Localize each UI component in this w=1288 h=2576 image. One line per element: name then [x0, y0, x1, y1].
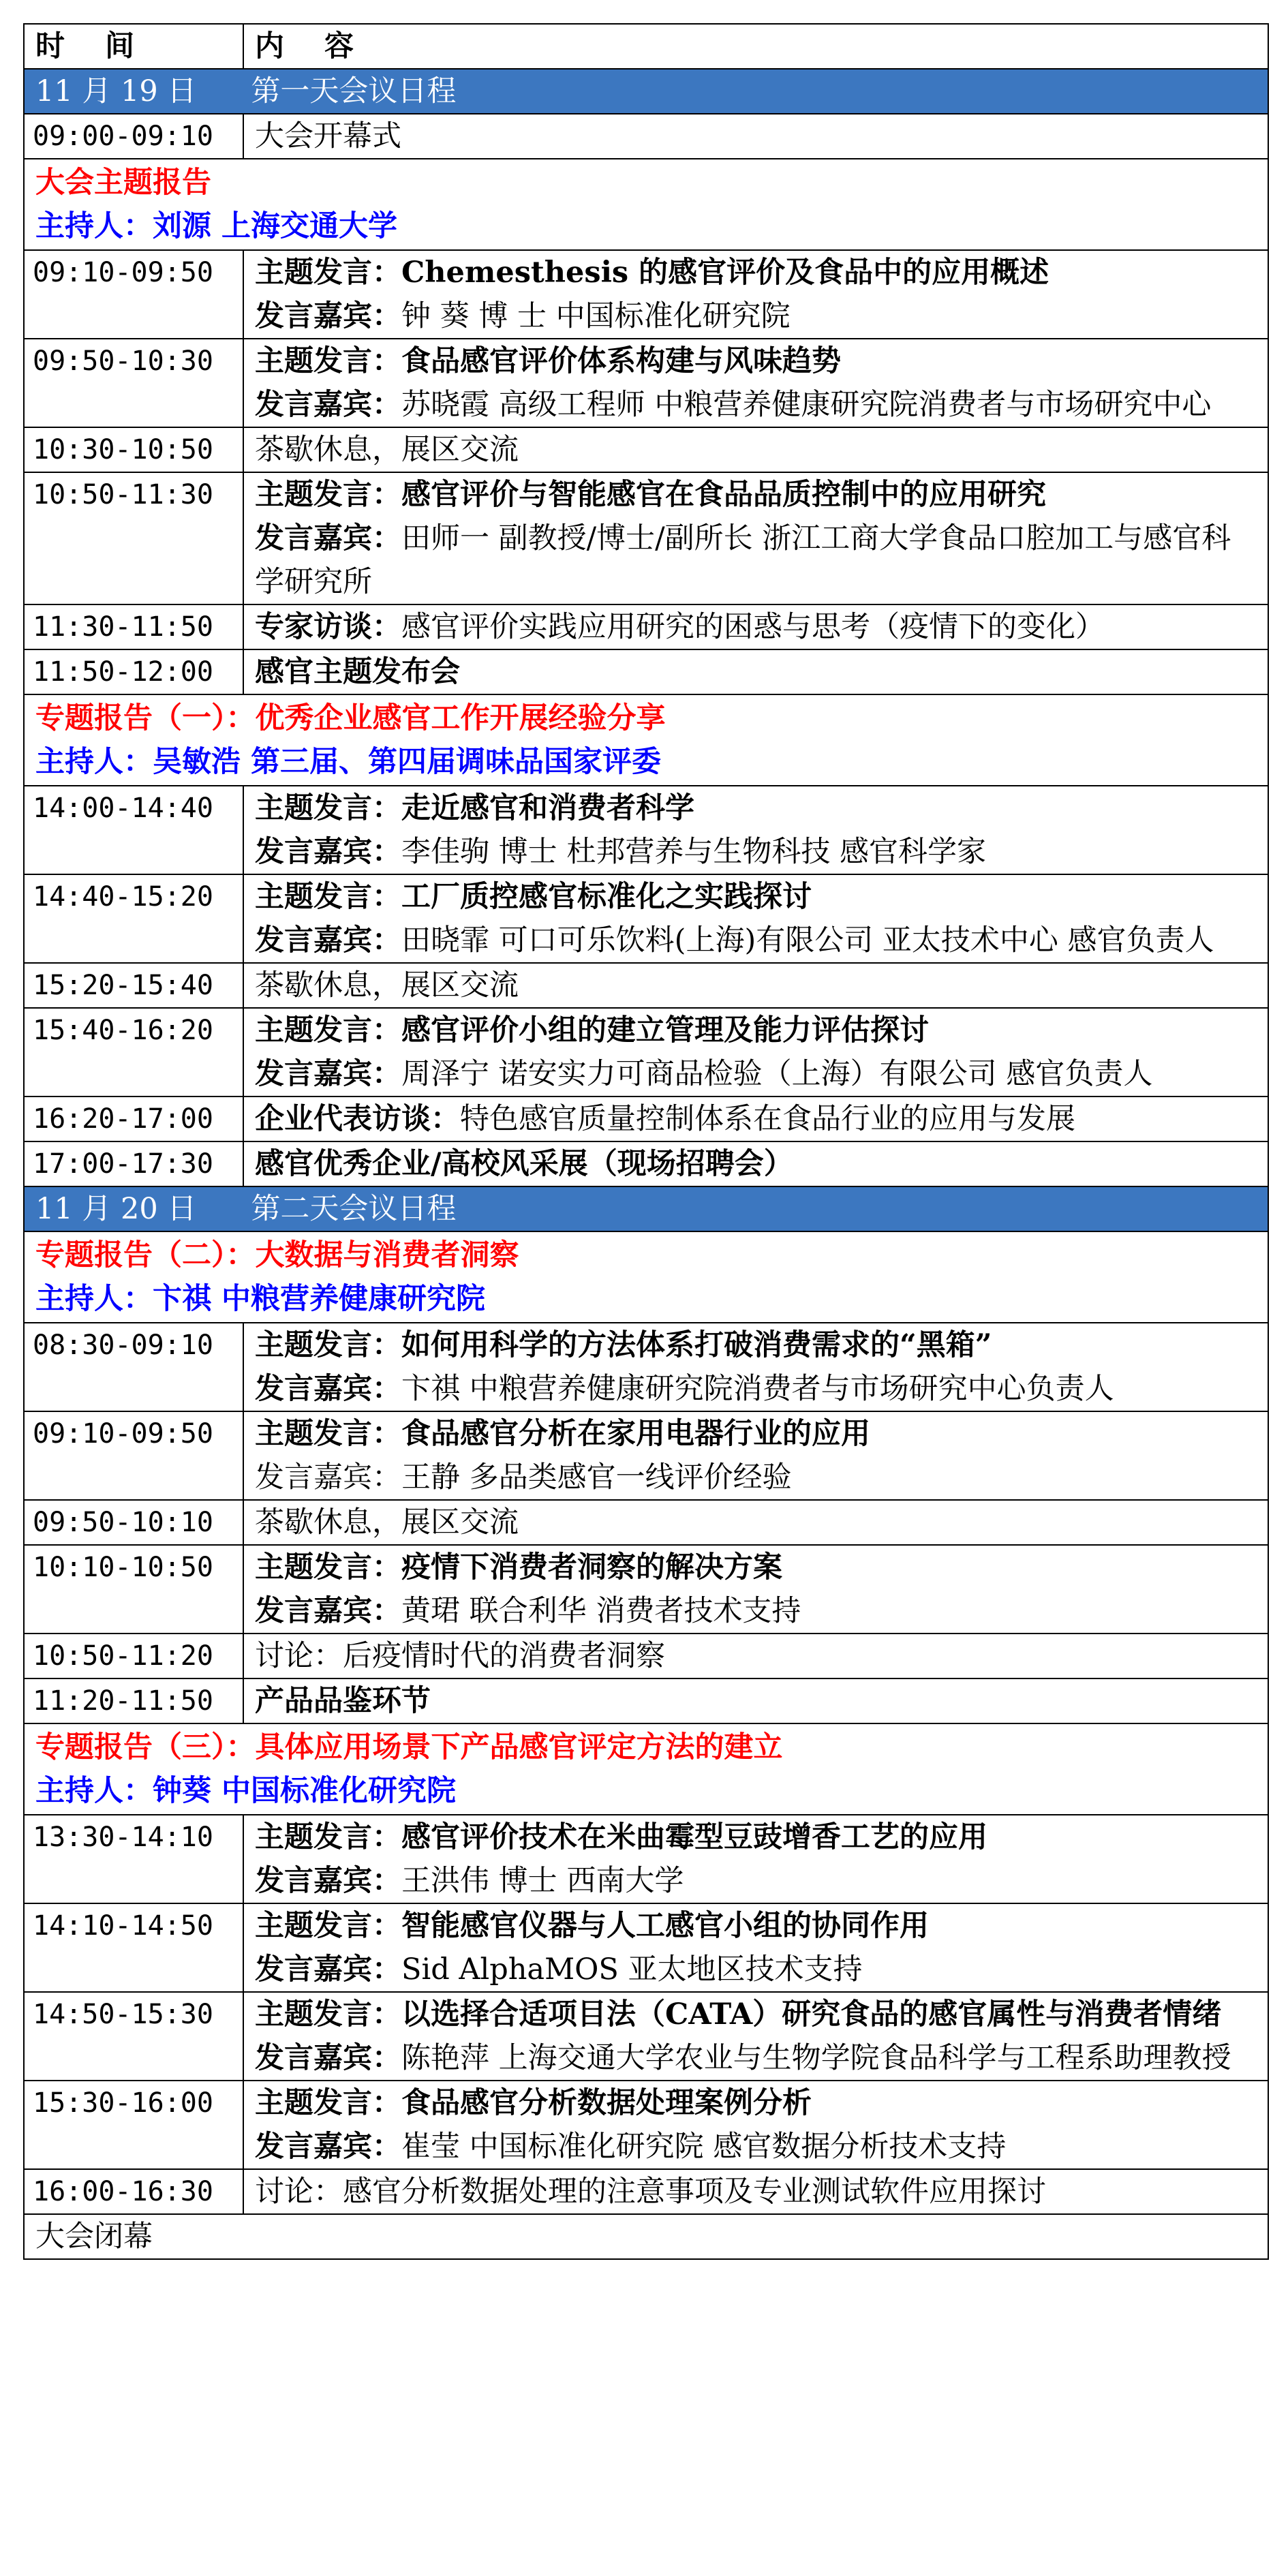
item-label: 讨论： [255, 2175, 343, 2209]
item-label: 讨论： [255, 1639, 343, 1673]
table-row [24, 1903, 1268, 1992]
speaker-label: 发言嘉宾： [255, 1057, 401, 1091]
speaker-label: 发言嘉宾： [255, 1372, 401, 1406]
time-cell: 09:50-10:10 [24, 1500, 243, 1545]
time-cell: 16:00-16:30 [24, 2169, 243, 2214]
time-cell: 15:20-15:40 [24, 963, 243, 1008]
speaker-text: 钟 葵 博 士 中国标准化研究院 [401, 299, 791, 333]
time-cell: 14:40-15:20 [24, 874, 243, 963]
speaker-text: 田晓霏 可口可乐饮料(上海)有限公司 亚太技术中心 感官负责人 [401, 923, 1214, 957]
content-cell: 感官主题发布会 [243, 649, 1268, 694]
table-row [24, 1097, 1268, 1141]
closing-cell: 大会闭幕 [24, 2214, 1268, 2259]
speaker-text: 王静 多品类感官一线评价经验 [401, 1460, 792, 1494]
topic-text: 如何用科学的方法体系打破消费需求的“黑箱” [401, 1328, 992, 1362]
content-cell: 茶歇休息，展区交流 [243, 427, 1268, 472]
day-title: 第一天会议日程 [251, 74, 457, 108]
table-row [24, 1634, 1268, 1678]
content-cell [243, 604, 1268, 649]
table-row [24, 114, 1268, 159]
day-row [24, 1186, 1268, 1231]
speaker-label: 发言嘉宾： [255, 521, 401, 555]
time-cell: 14:00-14:40 [24, 786, 243, 874]
speaker-text: Sid AlphaMOS 亚太地区技术支持 [401, 1952, 863, 1987]
time-cell: 14:50-15:30 [24, 1992, 243, 2081]
table-row [24, 1141, 1268, 1186]
speaker-label: 发言嘉宾： [255, 1864, 401, 1898]
table-row [24, 1008, 1268, 1097]
table-row [24, 786, 1268, 874]
topic-text: 以选择合适项目法（CATA）研究食品的感官属性与消费者情绪 [401, 1997, 1222, 2031]
content-cell [243, 1323, 1268, 1411]
section-row [24, 1723, 1268, 1815]
topic-text: 感官评价与智能感官在食品品质控制中的应用研究 [401, 478, 1046, 512]
content-cell [243, 2081, 1268, 2169]
speaker-label: 发言嘉宾： [255, 388, 401, 422]
table-row [24, 1411, 1268, 1500]
content-cell [243, 1815, 1268, 1903]
content-cell [243, 786, 1268, 874]
speaker-text: 田师一 副教授/博士/副所长 浙江工商大学食品口腔加工与感官科学研究所 [255, 521, 1231, 599]
speaker-text: 李佳驹 博士 杜邦营养与生物科技 感官科学家 [401, 835, 987, 869]
time-cell: 10:50-11:20 [24, 1634, 243, 1678]
speaker-label: 发言嘉宾： [255, 1594, 401, 1628]
topic-label: 主题发言： [255, 478, 401, 512]
agenda-table [23, 23, 1269, 2260]
speaker-text: 苏晓霞 高级工程师 中粮营养健康研究院消费者与市场研究中心 [401, 388, 1212, 422]
time-cell: 11:50-12:00 [24, 649, 243, 694]
topic-label: 主题发言： [255, 344, 401, 378]
agenda-sheet [23, 23, 1268, 2260]
content-cell [243, 2169, 1268, 2214]
item-label: 企业代表访谈： [255, 1102, 460, 1136]
table-row [24, 339, 1268, 427]
time-cell: 15:30-16:00 [24, 2081, 243, 2169]
section-row [24, 1231, 1268, 1323]
day-date: 11 月 19 日 [35, 74, 197, 108]
topic-label: 主题发言： [255, 1909, 401, 1943]
time-cell: 10:10-10:50 [24, 1545, 243, 1634]
time-cell: 08:30-09:10 [24, 1323, 243, 1411]
day-row [24, 69, 1268, 114]
time-cell: 15:40-16:20 [24, 1008, 243, 1097]
topic-text: 食品感官评价体系构建与风味趋势 [401, 344, 841, 378]
time-cell: 16:20-17:00 [24, 1097, 243, 1141]
time-cell: 09:10-09:50 [24, 1411, 243, 1500]
time-cell: 10:50-11:30 [24, 472, 243, 604]
speaker-label: 发言嘉宾： [255, 923, 401, 957]
section-row [24, 694, 1268, 786]
topic-text: 工厂质控感官标准化之实践探讨 [401, 880, 812, 914]
speaker-text: 崔莹 中国标准化研究院 感官数据分析技术支持 [401, 2130, 1007, 2164]
time-cell: 11:20-11:50 [24, 1678, 243, 1723]
content-cell [243, 1411, 1268, 1500]
topic-label: 主题发言： [255, 880, 401, 914]
table-row [24, 1815, 1268, 1903]
table-row [24, 2169, 1268, 2214]
speaker-text: 王洪伟 博士 西南大学 [401, 1864, 684, 1898]
section-host: 主持人：吴敏浩 第三届、第四届调味品国家评委 [35, 745, 661, 779]
item-text: 后疫情时代的消费者洞察 [343, 1639, 665, 1673]
table-row [24, 1545, 1268, 1634]
time-cell: 13:30-14:10 [24, 1815, 243, 1903]
speaker-label: 发言嘉宾： [255, 2041, 401, 2075]
content-cell [243, 1634, 1268, 1678]
item-text: 感官分析数据处理的注意事项及专业测试软件应用探讨 [343, 2175, 1046, 2209]
table-row [24, 1678, 1268, 1723]
topic-text: 食品感官分析在家用电器行业的应用 [401, 1417, 870, 1451]
topic-label: 主题发言： [255, 1820, 401, 1854]
table-row [24, 1992, 1268, 2081]
topic-label: 主题发言： [255, 1997, 401, 2031]
time-cell: 09:50-10:30 [24, 339, 243, 427]
table-row [24, 1500, 1268, 1545]
speaker-label: 发言嘉宾： [255, 2130, 401, 2164]
topic-text: 感官评价小组的建立管理及能力评估探讨 [401, 1013, 929, 1047]
header-content: 内 容 [243, 24, 1268, 69]
table-row [24, 963, 1268, 1008]
table-row [24, 649, 1268, 694]
topic-text: Chemesthesis 的感官评价及食品中的应用概述 [401, 256, 1049, 290]
topic-label: 主题发言： [255, 1013, 401, 1047]
table-row [24, 1323, 1268, 1411]
table-header-row [24, 24, 1268, 69]
topic-text: 食品感官分析数据处理案例分析 [401, 2086, 812, 2120]
topic-text: 感官评价技术在米曲霉型豆豉增香工艺的应用 [401, 1820, 987, 1854]
topic-label: 主题发言： [255, 791, 401, 825]
content-cell: 大会开幕式 [243, 114, 1268, 159]
content-cell [243, 1008, 1268, 1097]
speaker-text: 卞祺 中粮营养健康研究院消费者与市场研究中心负责人 [401, 1372, 1114, 1406]
content-cell: 感官优秀企业/高校风采展（现场招聘会） [243, 1141, 1268, 1186]
section-title: 专题报告（一）：优秀企业感官工作开展经验分享 [35, 701, 666, 735]
topic-label: 主题发言： [255, 256, 401, 290]
section-title: 专题报告（二）：大数据与消费者洞察 [35, 1238, 519, 1272]
speaker-label: 发言嘉宾： [255, 1460, 401, 1494]
item-text: 感官评价实践应用研究的困惑与思考（疫情下的变化） [401, 610, 1105, 644]
content-cell [243, 1992, 1268, 2081]
section-title: 大会主题报告 [35, 166, 211, 200]
time-cell: 11:30-11:50 [24, 604, 243, 649]
section-title: 专题报告（三）：具体应用场景下产品感官评定方法的建立 [35, 1730, 783, 1764]
time-cell: 09:00-09:10 [24, 114, 243, 159]
section-host: 主持人：钟葵 中国标准化研究院 [35, 1774, 456, 1808]
content-cell [243, 874, 1268, 963]
table-row [24, 472, 1268, 604]
item-text: 特色感官质量控制体系在食品行业的应用与发展 [460, 1102, 1075, 1136]
day-title: 第二天会议日程 [251, 1192, 457, 1226]
topic-text: 疫情下消费者洞察的解决方案 [401, 1550, 782, 1584]
header-time: 时 间 [24, 24, 243, 69]
speaker-label: 发言嘉宾： [255, 1952, 401, 1987]
content-cell [243, 1097, 1268, 1141]
content-cell [243, 250, 1268, 339]
section-host: 主持人：刘源 上海交通大学 [35, 209, 397, 243]
content-cell [243, 339, 1268, 427]
topic-label: 主题发言： [255, 1550, 401, 1584]
content-cell [243, 472, 1268, 604]
content-cell: 产品品鉴环节 [243, 1678, 1268, 1723]
table-row [24, 250, 1268, 339]
closing-row [24, 2214, 1268, 2259]
table-row [24, 604, 1268, 649]
table-row [24, 427, 1268, 472]
speaker-label: 发言嘉宾： [255, 835, 401, 869]
content-cell: 茶歇休息，展区交流 [243, 1500, 1268, 1545]
topic-text: 走近感官和消费者科学 [401, 791, 694, 825]
topic-label: 主题发言： [255, 1417, 401, 1451]
time-cell: 09:10-09:50 [24, 250, 243, 339]
time-cell: 17:00-17:30 [24, 1141, 243, 1186]
content-cell [243, 1545, 1268, 1634]
day-date: 11 月 20 日 [35, 1192, 197, 1226]
topic-label: 主题发言： [255, 1328, 401, 1362]
section-row [24, 159, 1268, 250]
speaker-text: 黄珺 联合利华 消费者技术支持 [401, 1594, 801, 1628]
section-host: 主持人：卞祺 中粮营养健康研究院 [35, 1282, 485, 1316]
table-row [24, 2081, 1268, 2169]
item-label: 专家访谈： [255, 610, 401, 644]
time-cell: 10:30-10:50 [24, 427, 243, 472]
topic-text: 智能感官仪器与人工感官小组的协同作用 [401, 1909, 929, 1943]
content-cell: 茶歇休息，展区交流 [243, 963, 1268, 1008]
speaker-text: 周泽宁 诺安实力可商品检验（上海）有限公司 感官负责人 [401, 1057, 1153, 1091]
topic-label: 主题发言： [255, 2086, 401, 2120]
time-cell: 14:10-14:50 [24, 1903, 243, 1992]
table-row [24, 874, 1268, 963]
content-cell [243, 1903, 1268, 1992]
speaker-label: 发言嘉宾： [255, 299, 401, 333]
speaker-text: 陈艳萍 上海交通大学农业与生物学院食品科学与工程系助理教授 [401, 2041, 1231, 2075]
